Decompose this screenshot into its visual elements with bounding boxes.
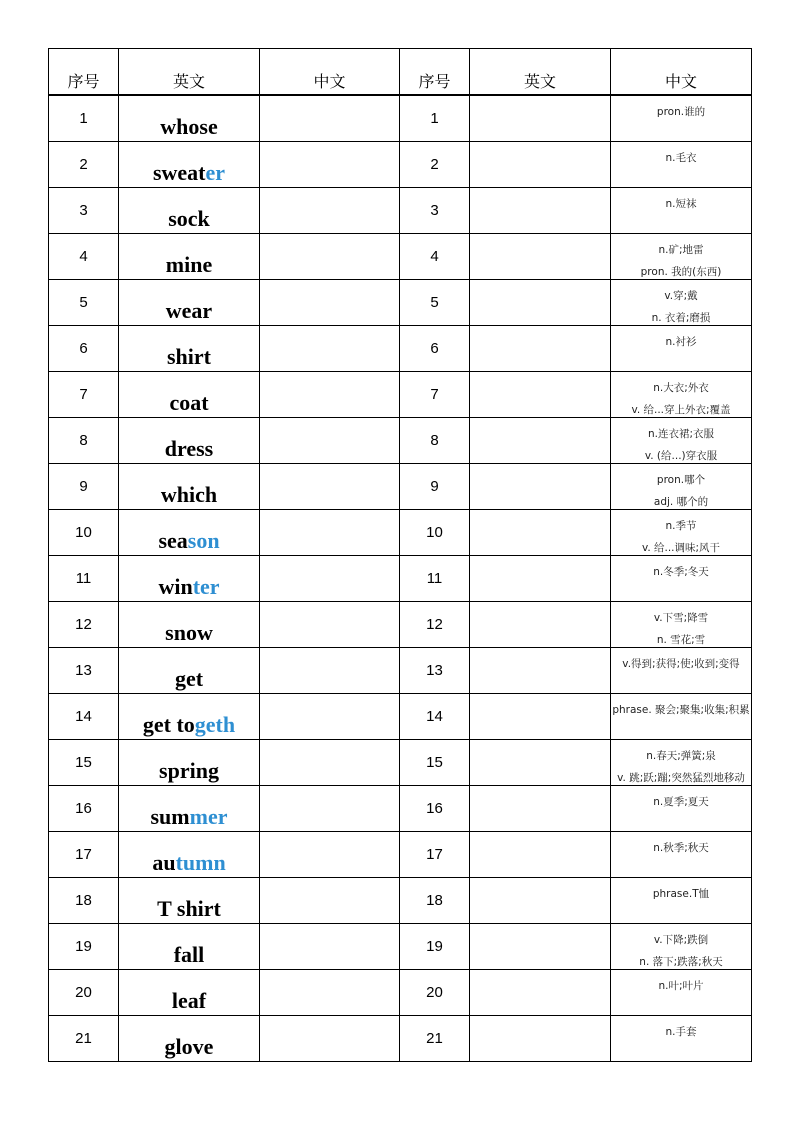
definition-line-2: pron. 我的(东西): [640, 266, 722, 278]
definition-line-2: n. 雪花;雪: [656, 634, 706, 646]
table-row: [49, 280, 752, 326]
english-answer-cell-right[interactable]: [470, 924, 611, 970]
row-number-right: 11: [426, 570, 443, 587]
word-highlight: ter: [192, 574, 220, 599]
number-cell-right: [400, 418, 470, 464]
table-row: [49, 970, 752, 1016]
chinese-answer-cell-left[interactable]: [260, 970, 400, 1016]
english-answer-cell-right[interactable]: [470, 556, 611, 602]
word-plain: wear: [165, 298, 213, 323]
word-plain: fall: [173, 942, 205, 967]
number-cell-left: [49, 786, 119, 832]
definition-line-1: n.春天;弹簧;泉: [646, 750, 716, 762]
table-row: [49, 924, 752, 970]
chinese-answer-cell-left[interactable]: [260, 372, 400, 418]
english-word: [113, 620, 265, 646]
number-cell-right: [400, 556, 470, 602]
table-row: [49, 142, 752, 188]
english-answer-cell-right[interactable]: [470, 418, 611, 464]
header-chinese-right: 中文: [664, 72, 697, 91]
chinese-answer-cell-left[interactable]: [260, 556, 400, 602]
definition-line-2: v. 给...穿上外衣;覆盖: [631, 404, 731, 416]
english-word: [113, 666, 265, 692]
number-cell-right: [400, 188, 470, 234]
row-number-left: 9: [79, 478, 88, 495]
english-cell-left: [119, 326, 260, 372]
english-word: [113, 804, 265, 830]
english-word: [113, 850, 265, 876]
definition-line-2: adj. 哪个的: [653, 496, 709, 508]
vocabulary-table: [48, 48, 752, 1062]
number-cell-left: [49, 878, 119, 924]
word-plain: shirt: [167, 344, 211, 369]
header-cell-chinese-left: [260, 49, 400, 96]
header-cell-chinese-right: [611, 49, 752, 96]
english-cell-left: [119, 188, 260, 234]
chinese-cell-right: [611, 602, 752, 648]
number-cell-right: [400, 142, 470, 188]
row-number-left: 16: [75, 800, 92, 817]
english-answer-cell-right[interactable]: [470, 464, 611, 510]
english-word: [113, 160, 265, 186]
number-cell-left: [49, 602, 119, 648]
english-cell-left: [119, 418, 260, 464]
table-row: [49, 1016, 752, 1062]
word-plain: sum: [150, 804, 190, 829]
word-plain: au: [152, 850, 176, 875]
row-number-left: 21: [75, 1030, 92, 1047]
english-word: [113, 206, 265, 232]
english-word: [113, 758, 265, 784]
chinese-answer-cell-left[interactable]: [260, 142, 400, 188]
row-number-right: 6: [430, 340, 439, 357]
english-cell-left: [119, 464, 260, 510]
chinese-answer-cell-left[interactable]: [260, 95, 400, 142]
english-answer-cell-right[interactable]: [470, 95, 611, 142]
row-number-left: 11: [75, 570, 92, 587]
definition-line-1: v.下雪;降雪: [653, 612, 709, 624]
definition-line-1: pron.谁的: [656, 106, 706, 118]
word-plain: get to: [142, 712, 195, 737]
definition-line-2: n. 衣着;磨损: [651, 312, 711, 324]
word-plain: sock: [168, 206, 210, 231]
chinese-answer-cell-left[interactable]: [260, 510, 400, 556]
chinese-cell-right: [611, 464, 752, 510]
definition-line-2: v. (给...)穿衣服: [644, 450, 718, 462]
row-number-left: 19: [75, 938, 92, 955]
chinese-cell-right: [611, 418, 752, 464]
word-plain: sea: [158, 528, 188, 553]
word-highlight: mer: [189, 804, 228, 829]
row-number-right: 21: [426, 1030, 443, 1047]
english-answer-cell-right[interactable]: [470, 234, 611, 280]
number-cell-right: [400, 878, 470, 924]
chinese-cell-right: [611, 188, 752, 234]
definition-line-1: n.毛衣: [665, 152, 697, 164]
number-cell-left: [49, 464, 119, 510]
number-cell-left: [49, 142, 119, 188]
definition-line-1: phrase. 聚会;聚集;收集;积累: [612, 704, 750, 716]
row-number-left: 12: [75, 616, 92, 633]
header-english-left: 英文: [172, 72, 205, 91]
english-word: [113, 896, 265, 922]
word-plain: spring: [159, 758, 219, 783]
chinese-answer-cell-left[interactable]: [260, 832, 400, 878]
english-cell-left: [119, 602, 260, 648]
definition-line-2: v. 跳;跃;蹦;突然猛烈地移动: [617, 772, 745, 784]
english-answer-cell-right[interactable]: [470, 832, 611, 878]
row-number-right: 8: [430, 432, 439, 449]
table-row: [49, 694, 752, 740]
chinese-cell-right: [611, 694, 752, 740]
definition-line-1: v.穿;戴: [664, 290, 698, 302]
english-word: [113, 712, 265, 738]
word-plain: glove: [164, 1034, 214, 1059]
english-word: [113, 436, 265, 462]
english-word: [113, 482, 265, 508]
number-cell-left: [49, 970, 119, 1016]
header-number-left: 序号: [67, 72, 100, 91]
number-cell-right: [400, 786, 470, 832]
chinese-answer-cell-left[interactable]: [260, 786, 400, 832]
row-number-right: 14: [426, 708, 443, 725]
number-cell-right: [400, 648, 470, 694]
chinese-cell-right: [611, 970, 752, 1016]
number-cell-left: [49, 648, 119, 694]
word-plain: leaf: [171, 988, 207, 1013]
row-number-left: 10: [75, 524, 92, 541]
chinese-answer-cell-left[interactable]: [260, 694, 400, 740]
chinese-cell-right: [611, 234, 752, 280]
row-number-left: 20: [75, 984, 92, 1001]
chinese-cell-right: [611, 832, 752, 878]
table-row: [49, 464, 752, 510]
row-number-right: 2: [430, 156, 439, 173]
english-cell-left: [119, 740, 260, 786]
english-word: [113, 988, 265, 1014]
english-cell-left: [119, 648, 260, 694]
english-word: [113, 114, 265, 140]
number-cell-right: [400, 510, 470, 556]
word-plain: which: [160, 482, 218, 507]
english-answer-cell-right[interactable]: [470, 602, 611, 648]
number-cell-right: [400, 234, 470, 280]
number-cell-left: [49, 1016, 119, 1062]
number-cell-left: [49, 418, 119, 464]
english-answer-cell-right[interactable]: [470, 878, 611, 924]
number-cell-left: [49, 234, 119, 280]
row-number-right: 17: [426, 846, 443, 863]
word-highlight: er: [205, 160, 226, 185]
definition-line-2: v. 给...调味;风干: [641, 542, 721, 554]
table-row: [49, 510, 752, 556]
word-plain: whose: [160, 114, 218, 139]
row-number-left: 5: [79, 294, 88, 311]
english-cell-left: [119, 142, 260, 188]
english-word: [113, 1034, 265, 1060]
number-cell-left: [49, 740, 119, 786]
word-plain: dress: [164, 436, 214, 461]
chinese-cell-right: [611, 510, 752, 556]
table-row: [49, 602, 752, 648]
chinese-cell-right: [611, 280, 752, 326]
chinese-answer-cell-left[interactable]: [260, 188, 400, 234]
english-cell-left: [119, 234, 260, 280]
word-plain: T shirt: [157, 896, 221, 921]
table-row: [49, 648, 752, 694]
number-cell-right: [400, 280, 470, 326]
english-cell-left: [119, 280, 260, 326]
chinese-cell-right: [611, 95, 752, 142]
number-cell-right: [400, 740, 470, 786]
chinese-answer-cell-left[interactable]: [260, 280, 400, 326]
definition-line-1: n.夏季;夏天: [653, 796, 709, 808]
row-number-right: 20: [426, 984, 443, 1001]
number-cell-right: [400, 694, 470, 740]
row-number-right: 1: [430, 110, 439, 127]
chinese-answer-cell-left[interactable]: [260, 326, 400, 372]
definition-line-2: n. 落下;跌落;秋天: [639, 956, 723, 968]
header-cell-english-left: [119, 49, 260, 96]
number-cell-left: [49, 694, 119, 740]
chinese-cell-right: [611, 786, 752, 832]
number-cell-right: [400, 602, 470, 648]
chinese-cell-right: [611, 648, 752, 694]
english-answer-cell-right[interactable]: [470, 1016, 611, 1062]
row-number-left: 18: [75, 892, 92, 909]
chinese-cell-right: [611, 556, 752, 602]
number-cell-right: [400, 372, 470, 418]
table-row: [49, 556, 752, 602]
definition-line-1: pron.哪个: [656, 474, 706, 486]
row-number-right: 15: [426, 754, 443, 771]
english-answer-cell-right[interactable]: [470, 326, 611, 372]
definition-line-1: v.下降;跌倒: [653, 934, 709, 946]
row-number-right: 19: [426, 938, 443, 955]
row-number-right: 13: [426, 662, 443, 679]
chinese-answer-cell-left[interactable]: [260, 740, 400, 786]
word-highlight: tumn: [175, 850, 226, 875]
english-answer-cell-right[interactable]: [470, 372, 611, 418]
definition-line-1: n.秋季;秋天: [653, 842, 709, 854]
table-row: [49, 372, 752, 418]
english-cell-left: [119, 786, 260, 832]
table-row: [49, 832, 752, 878]
row-number-right: 3: [430, 202, 439, 219]
english-answer-cell-right[interactable]: [470, 280, 611, 326]
english-answer-cell-right[interactable]: [470, 694, 611, 740]
chinese-answer-cell-left[interactable]: [260, 878, 400, 924]
word-plain: snow: [165, 620, 213, 645]
number-cell-left: [49, 280, 119, 326]
table-row: [49, 326, 752, 372]
english-answer-cell-right[interactable]: [470, 510, 611, 556]
table-row: [49, 234, 752, 280]
english-word: [113, 574, 265, 600]
definition-line-1: n.手套: [665, 1026, 697, 1038]
english-word: [113, 252, 265, 278]
definition-line-1: phrase.T恤: [652, 888, 710, 900]
english-answer-cell-right[interactable]: [470, 740, 611, 786]
header-english-right: 英文: [523, 72, 556, 91]
table-row: [49, 878, 752, 924]
english-cell-left: [119, 924, 260, 970]
header-cell-number-left: [49, 49, 119, 96]
english-cell-left: [119, 970, 260, 1016]
number-cell-left: [49, 556, 119, 602]
header-row: [49, 49, 752, 96]
chinese-cell-right: [611, 878, 752, 924]
word-plain: win: [158, 574, 193, 599]
chinese-cell-right: [611, 142, 752, 188]
english-answer-cell-right[interactable]: [470, 188, 611, 234]
chinese-cell-right: [611, 740, 752, 786]
row-number-right: 16: [426, 800, 443, 817]
row-number-left: 15: [75, 754, 92, 771]
row-number-left: 1: [79, 110, 88, 127]
word-plain: mine: [165, 252, 213, 277]
english-answer-cell-right[interactable]: [470, 648, 611, 694]
definition-line-1: n.叶;叶片: [658, 980, 704, 992]
english-cell-left: [119, 694, 260, 740]
english-cell-left: [119, 1016, 260, 1062]
english-cell-left: [119, 878, 260, 924]
english-cell-left: [119, 832, 260, 878]
header-cell-english-right: [470, 49, 611, 96]
definition-line-1: n.矿;地雷: [658, 244, 704, 256]
word-highlight: son: [187, 528, 220, 553]
table-row: [49, 418, 752, 464]
number-cell-left: [49, 832, 119, 878]
row-number-left: 14: [75, 708, 92, 725]
chinese-answer-cell-left[interactable]: [260, 602, 400, 648]
row-number-right: 5: [430, 294, 439, 311]
row-number-left: 17: [75, 846, 92, 863]
definition-line-1: n.连衣裙;衣服: [647, 428, 715, 440]
english-word: [113, 298, 265, 324]
row-number-left: 8: [79, 432, 88, 449]
header-number-right: 序号: [418, 72, 451, 91]
row-number-right: 18: [426, 892, 443, 909]
english-cell-left: [119, 95, 260, 142]
english-word: [113, 390, 265, 416]
chinese-cell-right: [611, 924, 752, 970]
english-word: [113, 942, 265, 968]
chinese-answer-cell-left[interactable]: [260, 1016, 400, 1062]
header-cell-number-right: [400, 49, 470, 96]
definition-line-1: n.大衣;外衣: [653, 382, 709, 394]
number-cell-right: [400, 924, 470, 970]
row-number-right: 4: [430, 248, 439, 265]
chinese-cell-right: [611, 372, 752, 418]
table-row: [49, 740, 752, 786]
english-cell-left: [119, 372, 260, 418]
number-cell-right: [400, 326, 470, 372]
word-plain: sweat: [152, 160, 206, 185]
english-cell-left: [119, 556, 260, 602]
vocabulary-worksheet: [48, 48, 751, 1062]
table-row: [49, 786, 752, 832]
row-number-right: 9: [430, 478, 439, 495]
number-cell-left: [49, 188, 119, 234]
definition-line-1: v.得到;获得;使;收到;变得: [622, 658, 740, 670]
chinese-answer-cell-left[interactable]: [260, 234, 400, 280]
english-answer-cell-right[interactable]: [470, 142, 611, 188]
row-number-right: 12: [426, 616, 443, 633]
table-row: [49, 95, 752, 142]
number-cell-left: [49, 326, 119, 372]
number-cell-right: [400, 970, 470, 1016]
word-plain: coat: [169, 390, 209, 415]
definition-line-1: n.短袜: [665, 198, 697, 210]
row-number-right: 10: [426, 524, 443, 541]
definition-line-1: n.衬衫: [665, 336, 697, 348]
chinese-answer-cell-left[interactable]: [260, 464, 400, 510]
row-number-left: 3: [79, 202, 88, 219]
table-row: [49, 188, 752, 234]
english-answer-cell-right[interactable]: [470, 970, 611, 1016]
number-cell-right: [400, 95, 470, 142]
number-cell-left: [49, 510, 119, 556]
definition-line-1: n.冬季;冬天: [653, 566, 709, 578]
number-cell-left: [49, 924, 119, 970]
chinese-answer-cell-left[interactable]: [260, 924, 400, 970]
row-number-left: 7: [79, 386, 88, 403]
chinese-cell-right: [611, 326, 752, 372]
row-number-right: 7: [430, 386, 439, 403]
english-word: [113, 528, 265, 554]
chinese-cell-right: [611, 1016, 752, 1062]
number-cell-right: [400, 464, 470, 510]
word-highlight: geth: [194, 712, 236, 737]
row-number-left: 6: [79, 340, 88, 357]
number-cell-left: [49, 95, 119, 142]
chinese-answer-cell-left[interactable]: [260, 418, 400, 464]
chinese-answer-cell-left[interactable]: [260, 648, 400, 694]
number-cell-right: [400, 1016, 470, 1062]
number-cell-left: [49, 372, 119, 418]
number-cell-right: [400, 832, 470, 878]
english-cell-left: [119, 510, 260, 556]
header-chinese-left: 中文: [313, 72, 346, 91]
definition-line-1: n.季节: [665, 520, 697, 532]
row-number-left: 2: [79, 156, 88, 173]
row-number-left: 4: [79, 248, 88, 265]
english-word: [113, 344, 265, 370]
row-number-left: 13: [75, 662, 92, 679]
word-plain: get: [174, 666, 204, 691]
english-answer-cell-right[interactable]: [470, 786, 611, 832]
